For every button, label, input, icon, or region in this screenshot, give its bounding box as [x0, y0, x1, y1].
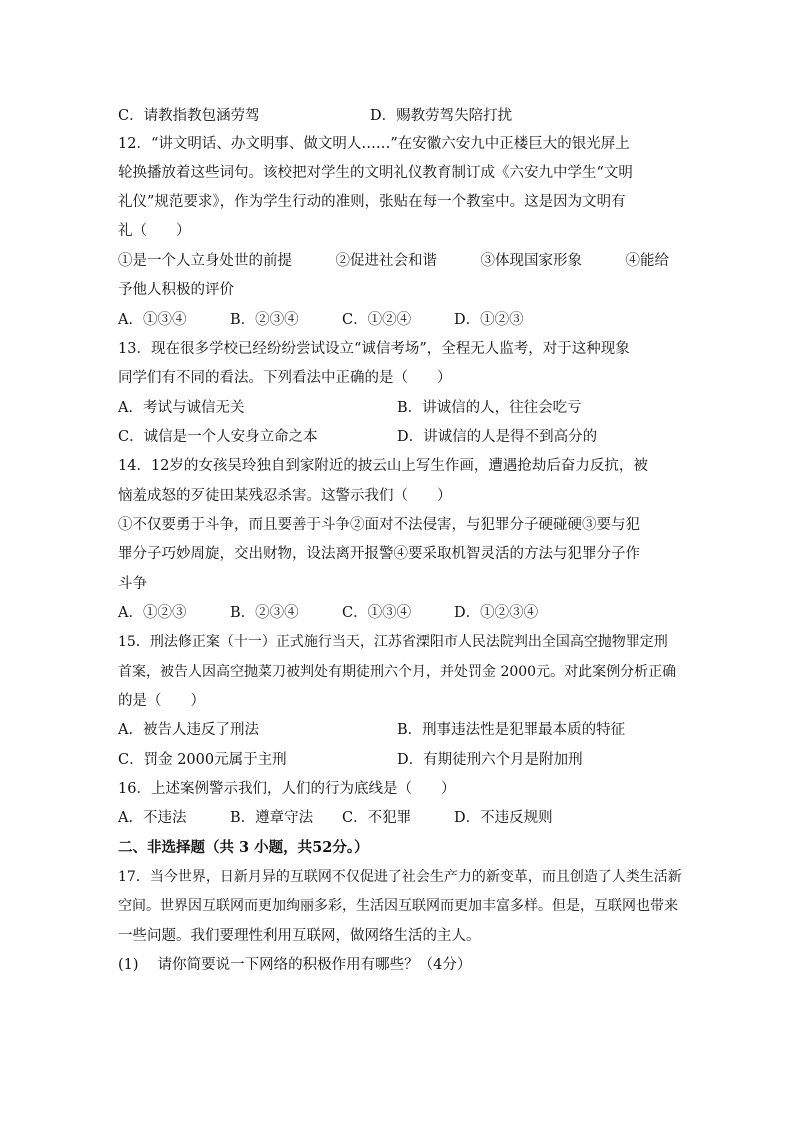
q16-option-b: B．遵章守法	[230, 810, 314, 826]
q15-option-d: D．有期徒刑六个月是附加刑	[397, 752, 583, 768]
q14-option-b: B．②③④	[230, 605, 299, 621]
question-15-line-2: 首案，被告人因高空抛菜刀被判处有期徒刑六个月，并处罚金 2000元。对此案例分析正确	[118, 664, 677, 680]
question-15-line-1: 15．刑法修正案（十一）正式施行当天，江苏省溧阳市人民法院判出全国高空抛物罪定刑	[118, 634, 668, 650]
q13-option-a: A．考试与诚信无关	[118, 400, 245, 416]
question-12-line-4: 礼（ ）	[118, 223, 191, 239]
question-12-line-1: 12．“讲文明话、办文明事、做文明人……”在安徽六安九中正楼巨大的银光屏上	[118, 136, 630, 152]
question-16-line-1: 16．上述案例警示我们，人们的行为底线是（ ）	[118, 781, 456, 797]
question-14-line-3: ①不仅要勇于斗争，而且要善于斗争②面对不法侵害，与犯罪分子硬碰硬③要与犯	[118, 517, 640, 533]
q16-option-c: C．不犯罪	[342, 810, 412, 826]
question-17-line-2: 空间。世界因互联网而更加绚丽多彩，生活因互联网而更加丰富多样。但是，互联网也带来	[118, 898, 678, 914]
section-heading: 二、非选择题（共 3 小题，共52分。）	[118, 839, 369, 856]
question-14-line-1: 14．12岁的女孩吴玲独自到家附近的披云山上写生作画，遭遇抢劫后奋力反抗，被	[118, 458, 648, 474]
question-17-line-1: 17．当今世界，日新月异的互联网不仅促进了社会生产力的新变革，而且创造了人类生活新	[118, 869, 682, 885]
question-12-line-2: 轮换播放着这些词句。该校把对学生的文明礼仪教育制订成《六安九中学生“文明	[118, 165, 633, 181]
q14-option-d: D．①②③④	[454, 605, 539, 621]
q14-option-c: C．①③④	[342, 605, 412, 621]
q13-option-b: B．讲诚信的人，往往会吃亏	[397, 400, 582, 416]
question-13-line-1: 13．现在很多学校已经纷纷尝试设立“诚信考场”，全程无人监考，对于这种现象	[118, 341, 630, 357]
q13-option-c: C．诚信是一个人安身立命之本	[118, 429, 318, 445]
question-14-line-4: 罪分子巧妙周旋，交出财物，设法离开报警④要采取机智灵活的方法与犯罪分子作	[118, 546, 640, 562]
question-17-line-3: 一些问题。我们要理性利用互联网，做网络生活的主人。	[118, 928, 481, 944]
q15-option-b: B．刑事违法性是犯罪最本质的特征	[397, 722, 626, 738]
question-17-sub-1: (1) 请你简要说一下网络的积极作用有哪些？（4分）	[118, 957, 472, 973]
q14-option-a: A．①②③	[118, 605, 187, 621]
q15-option-c: C．罚金 2000元属于主刑	[118, 752, 287, 768]
question-14-line-5: 斗争	[118, 576, 147, 592]
q12-option-a: A．①③④	[118, 312, 187, 328]
q12-option-c: C．①②④	[342, 312, 412, 328]
q15-option-a: A．被告人违反了刑法	[118, 722, 259, 738]
question-15-line-3: 的是（ ）	[118, 693, 205, 709]
question-14-line-2: 恼羞成怒的歹徒田某残忍杀害。这警示我们（ ）	[118, 488, 452, 504]
question-13-line-2: 同学们有不同的看法。下列看法中正确的是（ ）	[118, 370, 452, 386]
question-12-line-3: 礼仪”规范要求》，作为学生行动的准则，张贴在每一个教室中。这是因为文明有	[118, 194, 626, 210]
q13-option-d: D．讲诚信的人是得不到高分的	[397, 429, 598, 445]
option-d-prev: D．赐教劳驾失陪打扰	[370, 108, 513, 124]
q16-option-d: D．不违反规则	[454, 810, 553, 826]
option-c-prev: C．请教指教包涵劳驾	[118, 108, 260, 124]
q16-option-a: A．不违法	[118, 810, 187, 826]
question-12-line-6: 予他人积极的评价	[118, 282, 234, 298]
q12-option-b: B．②③④	[230, 312, 299, 328]
question-12-line-5: ①是一个人立身处世的前提 ②促进社会和谐 ③体现国家形象 ④能给	[118, 253, 669, 269]
q12-option-d: D．①②③	[454, 312, 524, 328]
